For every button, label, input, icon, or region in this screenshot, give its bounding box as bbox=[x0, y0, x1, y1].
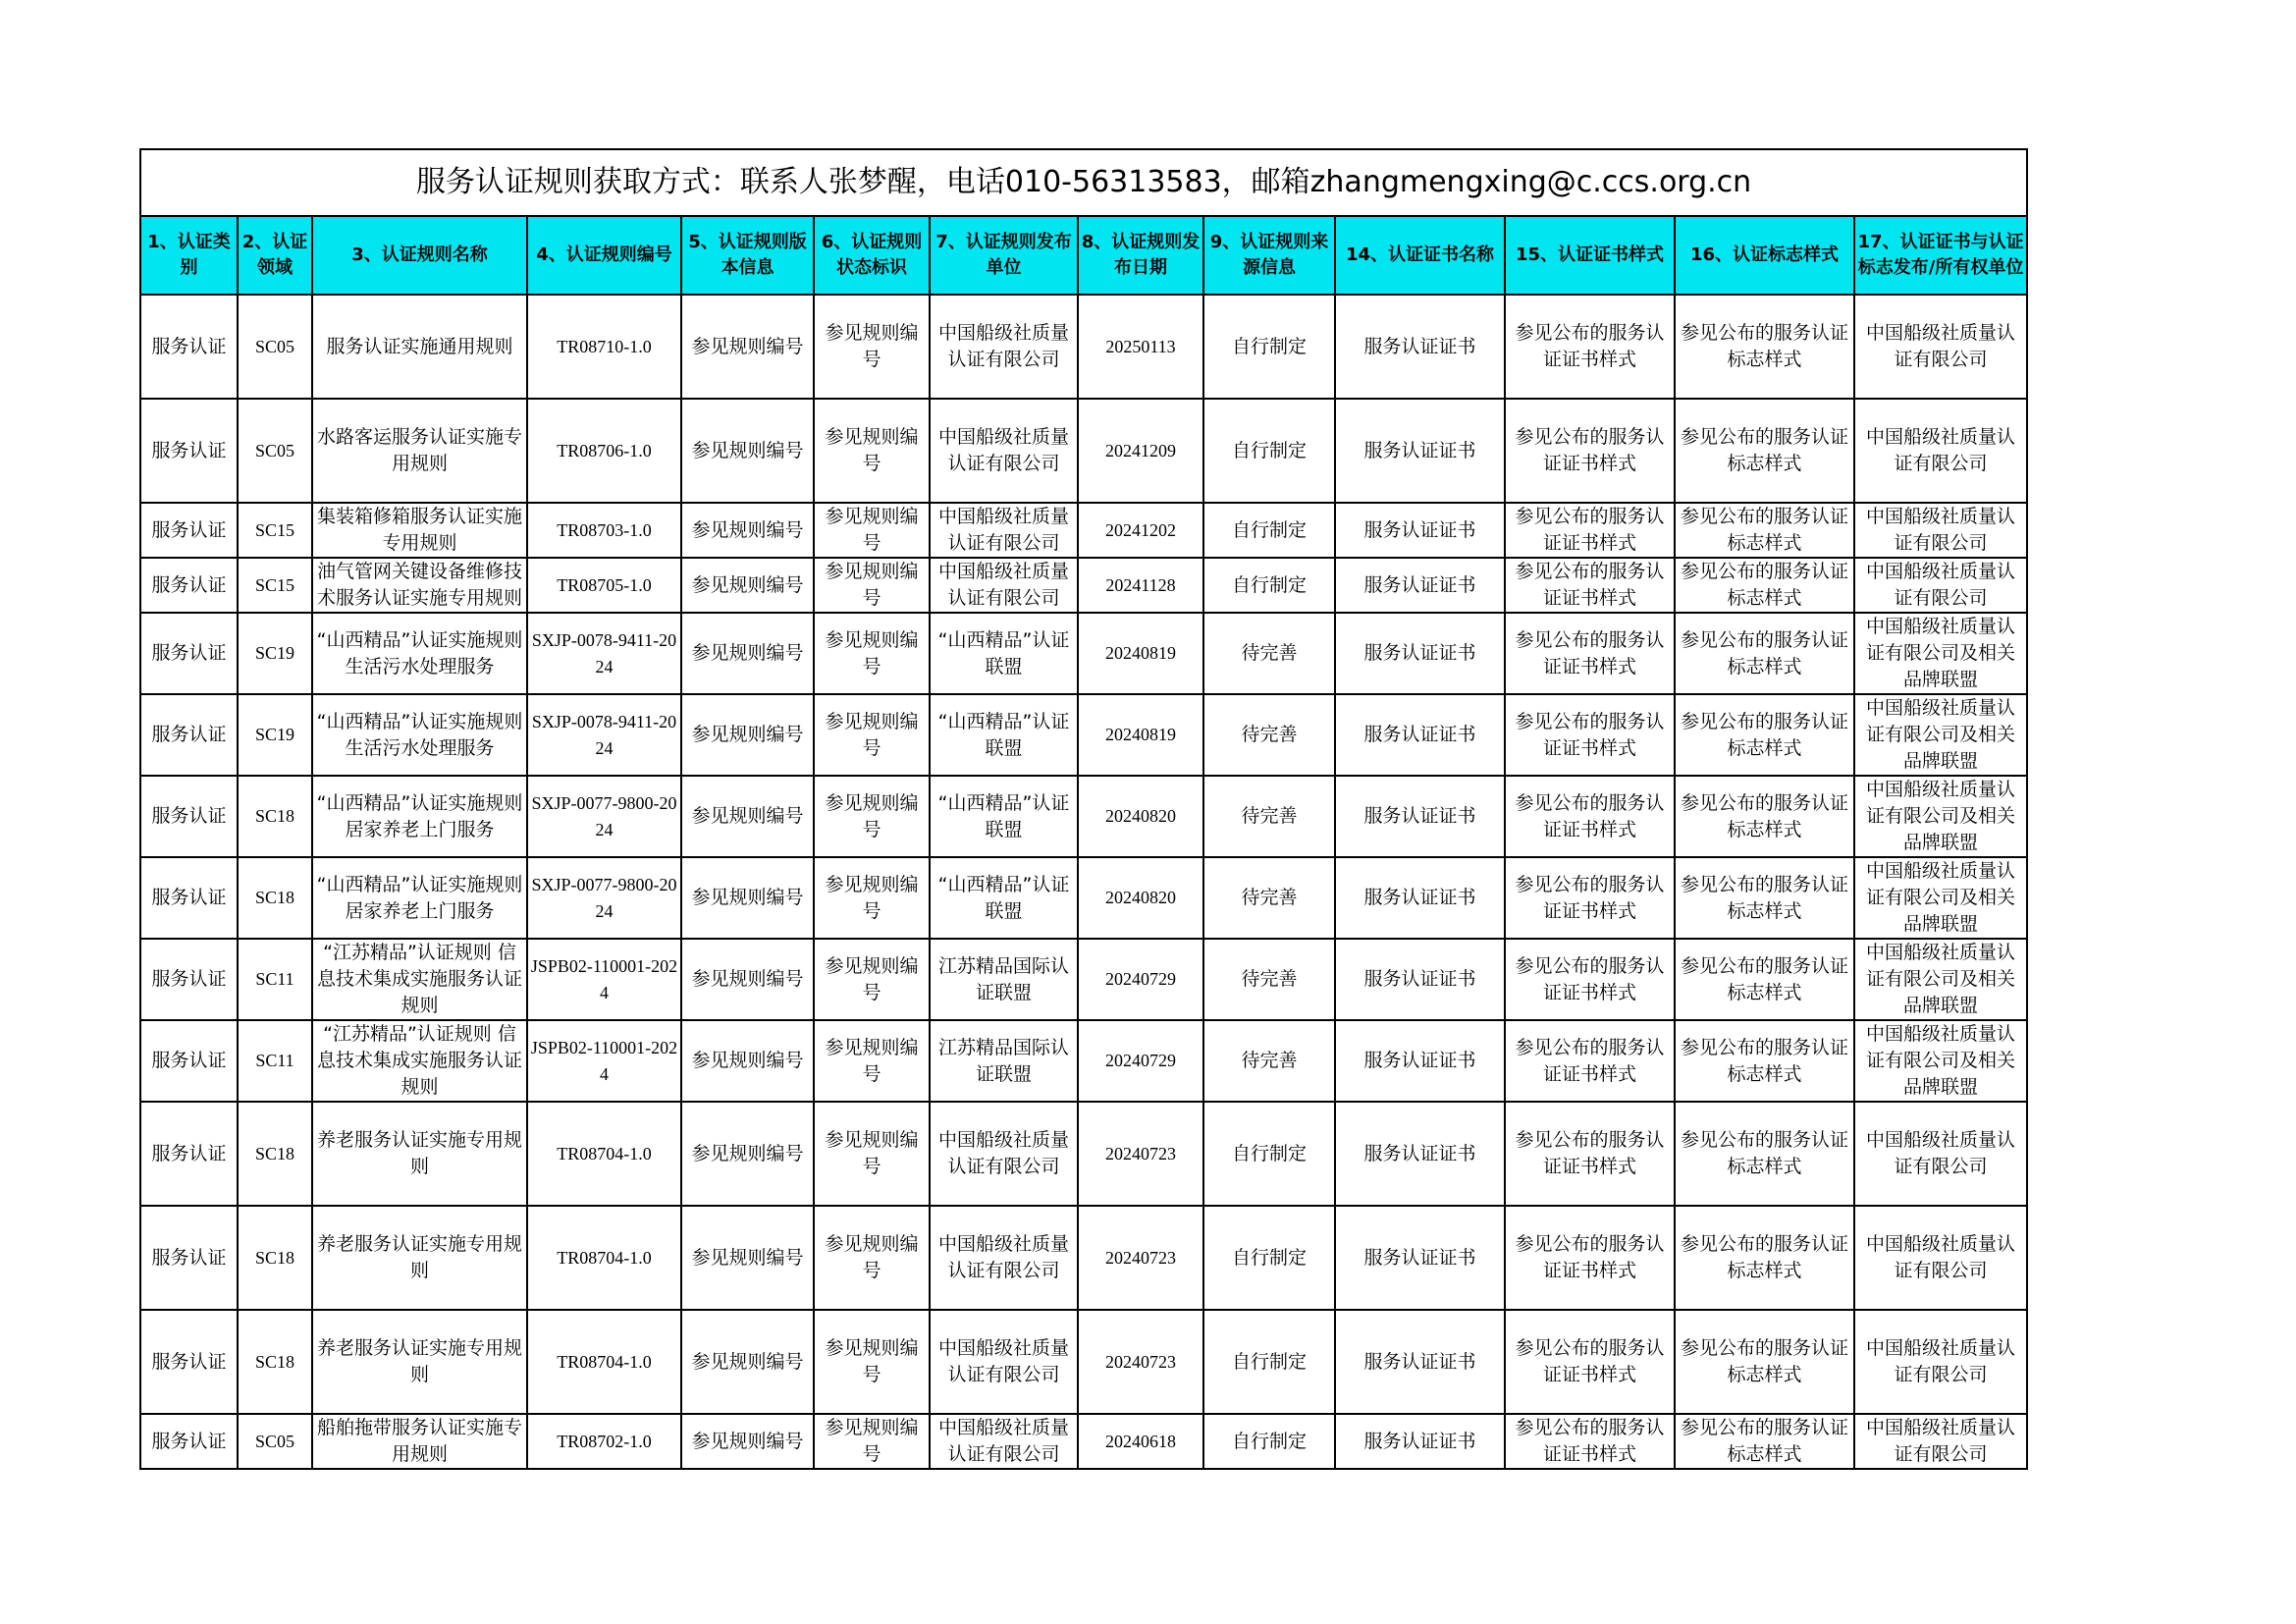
cell-category: 服务认证 bbox=[140, 1020, 238, 1102]
cell-certificate-style: 参见公布的服务认证证书样式 bbox=[1505, 1102, 1675, 1206]
cell-version: 参见规则编号 bbox=[681, 939, 814, 1020]
cell-certificate-style: 参见公布的服务认证证书样式 bbox=[1505, 399, 1675, 503]
cell-rule-name: 集装箱修箱服务认证实施专用规则 bbox=[312, 503, 527, 558]
cell-owner: 中国船级社质量认证有限公司 bbox=[1854, 399, 2027, 503]
cell-owner: 中国船级社质量认证有限公司 bbox=[1854, 295, 2027, 399]
cell-status: 参见规则编号 bbox=[814, 1206, 930, 1310]
header-publish-date: 8、认证规则发布日期 bbox=[1078, 216, 1203, 295]
cell-certificate-style: 参见公布的服务认证证书样式 bbox=[1505, 694, 1675, 776]
header-owner: 17、认证证书与认证标志发布/所有权单位 bbox=[1854, 216, 2027, 295]
cell-category: 服务认证 bbox=[140, 857, 238, 939]
cell-source: 自行制定 bbox=[1203, 295, 1335, 399]
cell-field: SC05 bbox=[238, 399, 312, 503]
cell-category: 服务认证 bbox=[140, 1102, 238, 1206]
cell-publisher: 中国船级社质量认证有限公司 bbox=[930, 1206, 1078, 1310]
cell-source: 待完善 bbox=[1203, 939, 1335, 1020]
cell-owner: 中国船级社质量认证有限公司 bbox=[1854, 1414, 2027, 1469]
cell-rule-number: JSPB02-110001-2024 bbox=[527, 939, 681, 1020]
cell-category: 服务认证 bbox=[140, 1414, 238, 1469]
cell-mark-style: 参见公布的服务认证标志样式 bbox=[1675, 1102, 1854, 1206]
cell-mark-style: 参见公布的服务认证标志样式 bbox=[1675, 939, 1854, 1020]
cell-publisher: “山西精品”认证联盟 bbox=[930, 694, 1078, 776]
cell-owner: 中国船级社质量认证有限公司 bbox=[1854, 1310, 2027, 1414]
cell-certificate-style: 参见公布的服务认证证书样式 bbox=[1505, 1310, 1675, 1414]
cell-category: 服务认证 bbox=[140, 1206, 238, 1310]
cell-source: 自行制定 bbox=[1203, 1206, 1335, 1310]
cell-category: 服务认证 bbox=[140, 1310, 238, 1414]
cell-field: SC11 bbox=[238, 1020, 312, 1102]
cell-publish-date: 20240723 bbox=[1078, 1206, 1203, 1310]
cell-mark-style: 参见公布的服务认证标志样式 bbox=[1675, 1020, 1854, 1102]
cell-version: 参见规则编号 bbox=[681, 1102, 814, 1206]
cell-publisher: 中国船级社质量认证有限公司 bbox=[930, 1102, 1078, 1206]
header-certificate-style: 15、认证证书样式 bbox=[1505, 216, 1675, 295]
header-mark-style: 16、认证标志样式 bbox=[1675, 216, 1854, 295]
cell-status: 参见规则编号 bbox=[814, 295, 930, 399]
cell-publish-date: 20240820 bbox=[1078, 857, 1203, 939]
cell-rule-name: 养老服务认证实施专用规则 bbox=[312, 1310, 527, 1414]
cell-version: 参见规则编号 bbox=[681, 1020, 814, 1102]
cell-version: 参见规则编号 bbox=[681, 558, 814, 613]
table-title: 服务认证规则获取方式：联系人张梦醒，电话010-56313583，邮箱zhangmengxing@c.ccs.org.cn bbox=[140, 149, 2027, 216]
cell-publisher: “山西精品”认证联盟 bbox=[930, 857, 1078, 939]
cell-publish-date: 20241209 bbox=[1078, 399, 1203, 503]
table-row bbox=[140, 295, 2027, 399]
table-row bbox=[140, 1020, 2027, 1102]
cell-source: 自行制定 bbox=[1203, 558, 1335, 613]
cell-owner: 中国船级社质量认证有限公司及相关品牌联盟 bbox=[1854, 694, 2027, 776]
cell-rule-name: “山西精品”认证实施规则 生活污水处理服务 bbox=[312, 613, 527, 694]
cell-rule-name: 油气管网关键设备维修技术服务认证实施专用规则 bbox=[312, 558, 527, 613]
cell-certificate-style: 参见公布的服务认证证书样式 bbox=[1505, 1206, 1675, 1310]
cell-rule-number: TR08710-1.0 bbox=[527, 295, 681, 399]
cell-rule-number: TR08706-1.0 bbox=[527, 399, 681, 503]
cell-publisher: 江苏精品国际认证联盟 bbox=[930, 1020, 1078, 1102]
cell-certificate-style: 参见公布的服务认证证书样式 bbox=[1505, 1414, 1675, 1469]
cell-field: SC18 bbox=[238, 776, 312, 857]
cell-status: 参见规则编号 bbox=[814, 399, 930, 503]
cell-certificate-name: 服务认证证书 bbox=[1335, 1206, 1505, 1310]
header-rule-number: 4、认证规则编号 bbox=[527, 216, 681, 295]
cell-certificate-style: 参见公布的服务认证证书样式 bbox=[1505, 776, 1675, 857]
cell-publisher: 中国船级社质量认证有限公司 bbox=[930, 399, 1078, 503]
cell-status: 参见规则编号 bbox=[814, 1020, 930, 1102]
cell-version: 参见规则编号 bbox=[681, 1206, 814, 1310]
table-row bbox=[140, 503, 2027, 558]
cell-certificate-name: 服务认证证书 bbox=[1335, 694, 1505, 776]
cell-publish-date: 20240729 bbox=[1078, 939, 1203, 1020]
cell-version: 参见规则编号 bbox=[681, 857, 814, 939]
cell-field: SC18 bbox=[238, 1310, 312, 1414]
cell-certificate-name: 服务认证证书 bbox=[1335, 295, 1505, 399]
table-row bbox=[140, 613, 2027, 694]
cell-category: 服务认证 bbox=[140, 776, 238, 857]
cell-publisher: 江苏精品国际认证联盟 bbox=[930, 939, 1078, 1020]
cell-certificate-name: 服务认证证书 bbox=[1335, 503, 1505, 558]
cell-rule-name: 养老服务认证实施专用规则 bbox=[312, 1102, 527, 1206]
cell-category: 服务认证 bbox=[140, 613, 238, 694]
cell-certificate-style: 参见公布的服务认证证书样式 bbox=[1505, 295, 1675, 399]
cell-certificate-name: 服务认证证书 bbox=[1335, 939, 1505, 1020]
certification-rules-table bbox=[139, 148, 2028, 1470]
cell-source: 自行制定 bbox=[1203, 1102, 1335, 1206]
cell-publisher: 中国船级社质量认证有限公司 bbox=[930, 1310, 1078, 1414]
cell-field: SC05 bbox=[238, 1414, 312, 1469]
cell-status: 参见规则编号 bbox=[814, 776, 930, 857]
cell-field: SC18 bbox=[238, 857, 312, 939]
cell-owner: 中国船级社质量认证有限公司及相关品牌联盟 bbox=[1854, 776, 2027, 857]
cell-status: 参见规则编号 bbox=[814, 1102, 930, 1206]
cell-rule-number: JSPB02-110001-2024 bbox=[527, 1020, 681, 1102]
cell-mark-style: 参见公布的服务认证标志样式 bbox=[1675, 1310, 1854, 1414]
cell-source: 自行制定 bbox=[1203, 399, 1335, 503]
cell-certificate-name: 服务认证证书 bbox=[1335, 1020, 1505, 1102]
header-source: 9、认证规则来源信息 bbox=[1203, 216, 1335, 295]
cell-certificate-name: 服务认证证书 bbox=[1335, 1102, 1505, 1206]
cell-category: 服务认证 bbox=[140, 558, 238, 613]
table-row bbox=[140, 558, 2027, 613]
cell-rule-name: 服务认证实施通用规则 bbox=[312, 295, 527, 399]
table-row bbox=[140, 1206, 2027, 1310]
cell-publish-date: 20240819 bbox=[1078, 613, 1203, 694]
cell-source: 待完善 bbox=[1203, 776, 1335, 857]
cell-status: 参见规则编号 bbox=[814, 1414, 930, 1469]
cell-certificate-style: 参见公布的服务认证证书样式 bbox=[1505, 939, 1675, 1020]
header-publisher: 7、认证规则发布单位 bbox=[930, 216, 1078, 295]
cell-publish-date: 20240723 bbox=[1078, 1102, 1203, 1206]
cell-publish-date: 20240618 bbox=[1078, 1414, 1203, 1469]
table-row bbox=[140, 694, 2027, 776]
cell-owner: 中国船级社质量认证有限公司及相关品牌联盟 bbox=[1854, 1020, 2027, 1102]
cell-mark-style: 参见公布的服务认证标志样式 bbox=[1675, 776, 1854, 857]
cell-publish-date: 20241202 bbox=[1078, 503, 1203, 558]
cell-rule-name: 船舶拖带服务认证实施专用规则 bbox=[312, 1414, 527, 1469]
cell-source: 自行制定 bbox=[1203, 503, 1335, 558]
cell-mark-style: 参见公布的服务认证标志样式 bbox=[1675, 558, 1854, 613]
cell-mark-style: 参见公布的服务认证标志样式 bbox=[1675, 1206, 1854, 1310]
cell-publish-date: 20240729 bbox=[1078, 1020, 1203, 1102]
cell-rule-name: “山西精品”认证实施规则 生活污水处理服务 bbox=[312, 694, 527, 776]
cell-field: SC15 bbox=[238, 558, 312, 613]
cell-owner: 中国船级社质量认证有限公司 bbox=[1854, 503, 2027, 558]
table-row bbox=[140, 776, 2027, 857]
cell-publisher: 中国船级社质量认证有限公司 bbox=[930, 295, 1078, 399]
cell-version: 参见规则编号 bbox=[681, 1414, 814, 1469]
cell-rule-name: 养老服务认证实施专用规则 bbox=[312, 1206, 527, 1310]
cell-source: 自行制定 bbox=[1203, 1310, 1335, 1414]
cell-rule-number: TR08704-1.0 bbox=[527, 1102, 681, 1206]
table-row bbox=[140, 399, 2027, 503]
cell-version: 参见规则编号 bbox=[681, 1310, 814, 1414]
cell-version: 参见规则编号 bbox=[681, 694, 814, 776]
cell-rule-name: “山西精品”认证实施规则 居家养老上门服务 bbox=[312, 857, 527, 939]
cell-rule-number: TR08704-1.0 bbox=[527, 1206, 681, 1310]
cell-source: 待完善 bbox=[1203, 857, 1335, 939]
header-status: 6、认证规则状态标识 bbox=[814, 216, 930, 295]
cell-certificate-name: 服务认证证书 bbox=[1335, 1414, 1505, 1469]
cell-mark-style: 参见公布的服务认证标志样式 bbox=[1675, 295, 1854, 399]
cell-field: SC15 bbox=[238, 503, 312, 558]
cell-mark-style: 参见公布的服务认证标志样式 bbox=[1675, 503, 1854, 558]
cell-version: 参见规则编号 bbox=[681, 503, 814, 558]
cell-owner: 中国船级社质量认证有限公司 bbox=[1854, 558, 2027, 613]
cell-status: 参见规则编号 bbox=[814, 613, 930, 694]
cell-owner: 中国船级社质量认证有限公司及相关品牌联盟 bbox=[1854, 857, 2027, 939]
cell-status: 参见规则编号 bbox=[814, 694, 930, 776]
cell-mark-style: 参见公布的服务认证标志样式 bbox=[1675, 694, 1854, 776]
cell-rule-name: “山西精品”认证实施规则 居家养老上门服务 bbox=[312, 776, 527, 857]
cell-owner: 中国船级社质量认证有限公司及相关品牌联盟 bbox=[1854, 613, 2027, 694]
cell-publisher: 中国船级社质量认证有限公司 bbox=[930, 1414, 1078, 1469]
cell-field: SC19 bbox=[238, 613, 312, 694]
cell-category: 服务认证 bbox=[140, 295, 238, 399]
cell-certificate-name: 服务认证证书 bbox=[1335, 399, 1505, 503]
cell-source: 待完善 bbox=[1203, 613, 1335, 694]
cell-status: 参见规则编号 bbox=[814, 857, 930, 939]
cell-rule-name: 水路客运服务认证实施专用规则 bbox=[312, 399, 527, 503]
cell-category: 服务认证 bbox=[140, 503, 238, 558]
cell-owner: 中国船级社质量认证有限公司及相关品牌联盟 bbox=[1854, 939, 2027, 1020]
cell-rule-number: TR08703-1.0 bbox=[527, 503, 681, 558]
cell-publisher: 中国船级社质量认证有限公司 bbox=[930, 558, 1078, 613]
table-row bbox=[140, 939, 2027, 1020]
cell-rule-number: SXJP-0078-9411-2024 bbox=[527, 613, 681, 694]
cell-version: 参见规则编号 bbox=[681, 613, 814, 694]
cell-certificate-style: 参见公布的服务认证证书样式 bbox=[1505, 503, 1675, 558]
header-certificate-name: 14、认证证书名称 bbox=[1335, 216, 1505, 295]
cell-source: 待完善 bbox=[1203, 1020, 1335, 1102]
table-row bbox=[140, 1102, 2027, 1206]
cell-publish-date: 20240819 bbox=[1078, 694, 1203, 776]
cell-mark-style: 参见公布的服务认证标志样式 bbox=[1675, 1414, 1854, 1469]
cell-category: 服务认证 bbox=[140, 939, 238, 1020]
cell-certificate-name: 服务认证证书 bbox=[1335, 1310, 1505, 1414]
cell-version: 参见规则编号 bbox=[681, 399, 814, 503]
cell-publisher: “山西精品”认证联盟 bbox=[930, 613, 1078, 694]
cell-rule-name: “江苏精品”认证规则 信息技术集成实施服务认证规则 bbox=[312, 939, 527, 1020]
cell-mark-style: 参见公布的服务认证标志样式 bbox=[1675, 399, 1854, 503]
header-category: 1、认证类别 bbox=[140, 216, 238, 295]
header-rule-name: 3、认证规则名称 bbox=[312, 216, 527, 295]
header-version: 5、认证规则版本信息 bbox=[681, 216, 814, 295]
cell-owner: 中国船级社质量认证有限公司 bbox=[1854, 1206, 2027, 1310]
cell-publisher: 中国船级社质量认证有限公司 bbox=[930, 503, 1078, 558]
cell-status: 参见规则编号 bbox=[814, 939, 930, 1020]
cell-publish-date: 20240820 bbox=[1078, 776, 1203, 857]
cell-version: 参见规则编号 bbox=[681, 776, 814, 857]
cell-category: 服务认证 bbox=[140, 694, 238, 776]
cell-certificate-style: 参见公布的服务认证证书样式 bbox=[1505, 613, 1675, 694]
cell-version: 参见规则编号 bbox=[681, 295, 814, 399]
cell-certificate-name: 服务认证证书 bbox=[1335, 857, 1505, 939]
header-field: 2、认证领域 bbox=[238, 216, 312, 295]
cell-publish-date: 20250113 bbox=[1078, 295, 1203, 399]
cell-certificate-name: 服务认证证书 bbox=[1335, 558, 1505, 613]
cell-field: SC11 bbox=[238, 939, 312, 1020]
cell-certificate-style: 参见公布的服务认证证书样式 bbox=[1505, 558, 1675, 613]
cell-rule-number: SXJP-0077-9800-2024 bbox=[527, 857, 681, 939]
cell-certificate-name: 服务认证证书 bbox=[1335, 613, 1505, 694]
cell-rule-number: TR08704-1.0 bbox=[527, 1310, 681, 1414]
cell-rule-number: SXJP-0078-9411-2024 bbox=[527, 694, 681, 776]
cell-mark-style: 参见公布的服务认证标志样式 bbox=[1675, 613, 1854, 694]
table-row bbox=[140, 857, 2027, 939]
cell-rule-number: SXJP-0077-9800-2024 bbox=[527, 776, 681, 857]
cell-category: 服务认证 bbox=[140, 399, 238, 503]
cell-mark-style: 参见公布的服务认证标志样式 bbox=[1675, 857, 1854, 939]
cell-status: 参见规则编号 bbox=[814, 1310, 930, 1414]
cell-field: SC05 bbox=[238, 295, 312, 399]
cell-field: SC18 bbox=[238, 1102, 312, 1206]
table-row bbox=[140, 1310, 2027, 1414]
cell-certificate-style: 参见公布的服务认证证书样式 bbox=[1505, 1020, 1675, 1102]
cell-rule-number: TR08705-1.0 bbox=[527, 558, 681, 613]
cell-rule-name: “江苏精品”认证规则 信息技术集成实施服务认证规则 bbox=[312, 1020, 527, 1102]
cell-rule-number: TR08702-1.0 bbox=[527, 1414, 681, 1469]
cell-status: 参见规则编号 bbox=[814, 503, 930, 558]
cell-source: 待完善 bbox=[1203, 694, 1335, 776]
cell-publish-date: 20241128 bbox=[1078, 558, 1203, 613]
table-row bbox=[140, 1414, 2027, 1469]
cell-field: SC19 bbox=[238, 694, 312, 776]
table-header-row bbox=[140, 216, 2027, 295]
cell-publisher: “山西精品”认证联盟 bbox=[930, 776, 1078, 857]
cell-certificate-style: 参见公布的服务认证证书样式 bbox=[1505, 857, 1675, 939]
cell-certificate-name: 服务认证证书 bbox=[1335, 776, 1505, 857]
cell-publish-date: 20240723 bbox=[1078, 1310, 1203, 1414]
cell-field: SC18 bbox=[238, 1206, 312, 1310]
cell-source: 自行制定 bbox=[1203, 1414, 1335, 1469]
cell-status: 参见规则编号 bbox=[814, 558, 930, 613]
cell-owner: 中国船级社质量认证有限公司 bbox=[1854, 1102, 2027, 1206]
